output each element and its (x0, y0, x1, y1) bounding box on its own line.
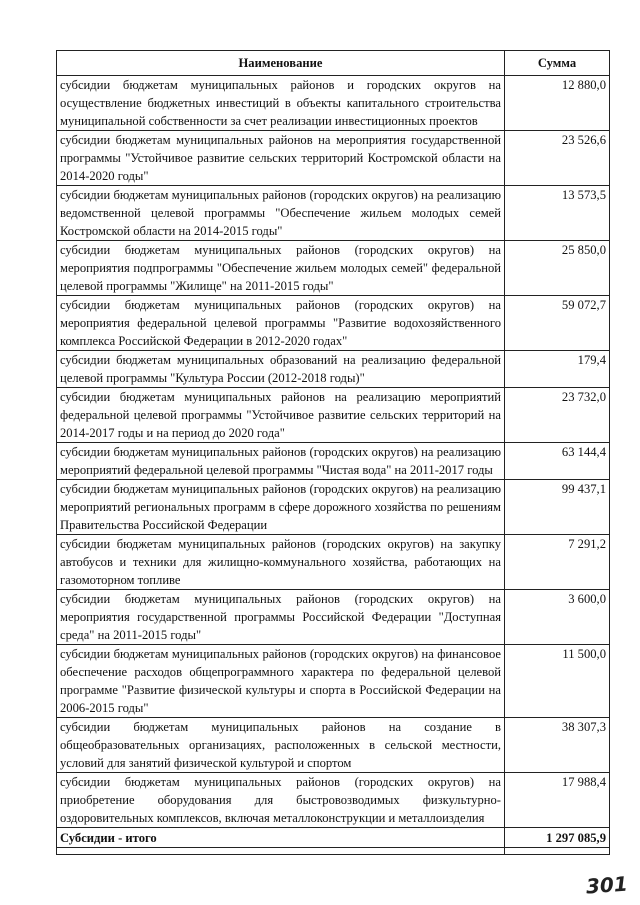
row-name: субсидии бюджетам муниципальных районов на мероприятия государственной программы "Устойчивое развитие сельских территорий Костромской области на 2014-2020 годы" (57, 131, 505, 186)
header-name: Наименование (57, 51, 505, 76)
table-row (57, 241, 610, 296)
total-sum: 1 297 085,9 (505, 828, 610, 848)
table-row (57, 131, 610, 186)
row-sum: 59 072,7 (505, 296, 610, 351)
row-sum: 23 526,6 (505, 131, 610, 186)
table-row (57, 76, 610, 131)
total-row (57, 828, 610, 848)
handwritten-page-number: 301 (585, 871, 629, 899)
row-sum: 38 307,3 (505, 718, 610, 773)
row-sum: 12 880,0 (505, 76, 610, 131)
row-name: субсидии бюджетам муниципальных образований на реализацию федеральной целевой программы "Культура России (2012-2018 годы)" (57, 351, 505, 388)
row-name: субсидии бюджетам муниципальных районов (городских округов) на мероприятия государственной программы Российской Федерации "Доступная среда" на 2011-2015 годы" (57, 590, 505, 645)
row-sum: 13 573,5 (505, 186, 610, 241)
header-sum: Сумма (505, 51, 610, 76)
row-sum: 17 988,4 (505, 773, 610, 828)
row-name: субсидии бюджетам муниципальных районов на реализацию мероприятий федеральной целевой программы "Устойчивое развитие сельских территорий на 2014-2017 годы и на период до 2020 года" (57, 388, 505, 443)
row-sum: 99 437,1 (505, 480, 610, 535)
row-name: субсидии бюджетам муниципальных районов (городских округов) на закупку автобусов и техники для жилищно-коммунального хозяйства, работающих на газомоторном топливе (57, 535, 505, 590)
table-row (57, 443, 610, 480)
table-row (57, 590, 610, 645)
row-name: субсидии бюджетам муниципальных районов (городских округов) на финансовое обеспечение расходов общепрограммного характера по федеральной целевой программе "Развитие физической культуры и спорта в Российской Федерации на 2006-2015 годы" (57, 645, 505, 718)
table-row (57, 645, 610, 718)
total-label: Субсидии - итого (57, 828, 505, 848)
row-name: субсидии бюджетам муниципальных районов на создание в общеобразовательных организациях, расположенных в сельской местности, условий для занятий физической культурой и спортом (57, 718, 505, 773)
row-name: субсидии бюджетам муниципальных районов (городских округов) на приобретение оборудования для быстровозводимых физкультурно-оздоровительных комплексов, включая металлоконструкции и металлоизделия (57, 773, 505, 828)
row-name: субсидии бюджетам муниципальных районов и городских округов на осуществление бюджетных инвестиций в объекты капитального строительства муниципальной собственности за счет реализации инвестиционных проектов (57, 76, 505, 131)
table-row (57, 773, 610, 828)
row-sum: 7 291,2 (505, 535, 610, 590)
row-name: субсидии бюджетам муниципальных районов (городских округов) на реализацию мероприятий региональных программ в сфере дорожного хозяйства по решениям Правительства Российской Федерации (57, 480, 505, 535)
table-bottom-spacer (57, 848, 610, 855)
row-sum: 179,4 (505, 351, 610, 388)
table-row (57, 296, 610, 351)
row-sum: 63 144,4 (505, 443, 610, 480)
table-row (57, 351, 610, 388)
row-sum: 25 850,0 (505, 241, 610, 296)
row-name: субсидии бюджетам муниципальных районов (городских округов) на реализацию ведомственной целевой программы "Обеспечение жильем молодых семей Костромской области на 2014-2015 годы" (57, 186, 505, 241)
document-page (56, 50, 609, 855)
row-name: субсидии бюджетам муниципальных районов (городских округов) на реализацию мероприятий федеральной целевой программы "Чистая вода" на 2011-2017 годы (57, 443, 505, 480)
subsidies-table (56, 50, 610, 855)
row-sum: 3 600,0 (505, 590, 610, 645)
table-header-row (57, 51, 610, 76)
row-name: субсидии бюджетам муниципальных районов (городских округов) на мероприятия федеральной целевой программы "Развитие водохозяйственного комплекса Российской Федерации в 2012-2020 годах" (57, 296, 505, 351)
row-sum: 23 732,0 (505, 388, 610, 443)
table-row (57, 480, 610, 535)
table-row (57, 186, 610, 241)
row-name: субсидии бюджетам муниципальных районов (городских округов) на мероприятия подпрограммы "Обеспечение жильем молодых семей" федеральной целевой программы "Жилище" на 2011-2015 годы" (57, 241, 505, 296)
table-row (57, 718, 610, 773)
table-row (57, 388, 610, 443)
table-row (57, 535, 610, 590)
row-sum: 11 500,0 (505, 645, 610, 718)
